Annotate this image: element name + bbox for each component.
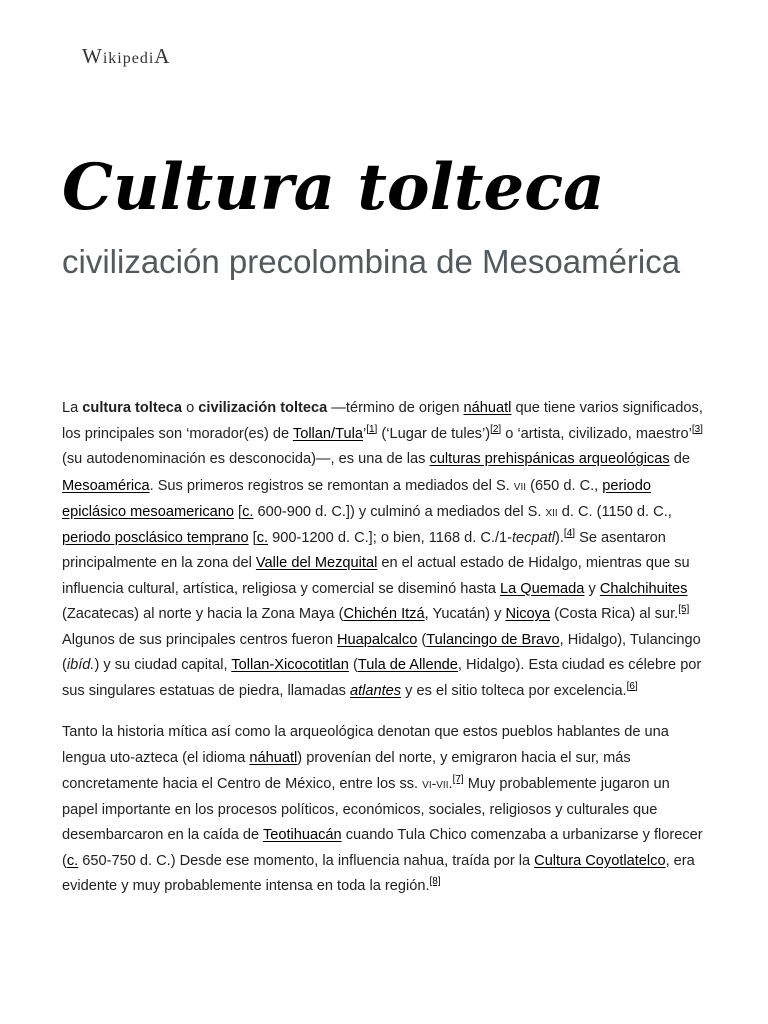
text: Algunos de sus principales centros fueron: [62, 631, 338, 648]
link-tollan-xicocotitlan[interactable]: Tollan-Xicocotitlan: [231, 657, 349, 673]
text: , Hidalgo), Tulancingo (: [62, 631, 701, 673]
page-title: Cultura tolteca: [62, 150, 605, 225]
text: Tanto la historia mítica así como la arqueológica denotan que estos pueblos hablantes de una lengua uto-azteca (el idioma: [62, 724, 669, 766]
link-huapalcalco[interactable]: Huapalcalco: [337, 631, 418, 648]
wikipedia-logo[interactable]: [82, 44, 170, 69]
text: ) provenían del norte, y emigraron hacia el sur, más concretamente hacia el Centro de México, entre los ss.: [62, 749, 631, 792]
link-chichen-itza[interactable]: Chichén Itzá: [343, 606, 425, 622]
reference-5[interactable]: [5]: [678, 604, 690, 616]
text: ).: [555, 529, 564, 546]
reference-1[interactable]: [1]: [366, 423, 378, 435]
reference-2[interactable]: [2]: [490, 423, 502, 435]
page-subtitle: civilización precolombina de Mesoamérica: [62, 243, 681, 280]
logo-letter: W: [82, 44, 103, 68]
text: Muy probablemente jugaron un papel importante en los procesos políticos, económicos, sociales, religiosos y culturales que desembarcaron en la caída de: [62, 776, 670, 843]
reference-7[interactable]: [7]: [452, 774, 464, 786]
reference-3[interactable]: [3]: [691, 423, 703, 435]
reference-4[interactable]: [4]: [563, 527, 576, 539]
link-nicoya[interactable]: Nicoya: [505, 606, 551, 622]
bold-term: civilización tolteca: [198, 400, 328, 416]
text: (Zacatecas) al norte y hacia la Zona Maya (: [62, 606, 344, 622]
century-numeral: vi-vii: [422, 775, 449, 791]
text: —término de origen: [327, 400, 464, 416]
logo-letter: A: [154, 44, 171, 68]
reference-8[interactable]: [8]: [429, 876, 441, 888]
century-numeral: xii: [545, 503, 558, 519]
link-periodo-posclasico[interactable]: periodo posclásico temprano: [62, 529, 249, 546]
text: 900-1200 d. C.]; o bien, 1168 d. C./1-: [268, 529, 512, 546]
text: .: [448, 776, 453, 792]
text: cuando Tula Chico comenzaba a urbanizarse y florecer (: [62, 827, 703, 869]
text: (: [417, 631, 427, 648]
italic-term: tecpatl: [512, 529, 555, 546]
text: Se asentaron principalmente en la zona del: [62, 529, 666, 571]
text: y es el sitio tolteca por excelencia.: [401, 682, 627, 699]
paragraph-intro: [62, 396, 708, 704]
text: en el actual estado de Hidalgo, mientras que su influencia cultural, artística, religiosa y comercial se diseminó hasta: [62, 555, 690, 597]
text: que tiene varios significados, los principales son ‘morador(es) de: [62, 400, 703, 442]
article-body: [62, 396, 708, 916]
link-culturas-prehispanicas[interactable]: culturas prehispánicas arqueológicas: [429, 451, 670, 467]
text: [: [233, 504, 243, 520]
reference-6[interactable]: [6]: [626, 680, 638, 692]
text: La: [62, 400, 83, 416]
link-valle-del-mezquital[interactable]: Valle del Mezquital: [255, 555, 378, 571]
link-nahuatl[interactable]: náhuatl: [463, 400, 512, 416]
text: [: [248, 529, 257, 546]
link-tula-de-allende[interactable]: Tula de Allende: [357, 657, 458, 673]
bold-term: cultura tolteca: [82, 400, 183, 416]
link-circa[interactable]: c.: [242, 504, 254, 520]
link-tollan-tula[interactable]: Tollan/Tula: [292, 425, 363, 442]
text: ) y su ciudad capital,: [94, 657, 232, 673]
text: , Yucatán) y: [424, 606, 506, 622]
text: (650 d. C.,: [526, 477, 603, 494]
text: 650-750 d. C.) Desde ese momento, la influencia nahua, traída por la: [78, 852, 535, 869]
link-chalchihuites[interactable]: Chalchihuites: [599, 580, 688, 597]
text: o: [182, 400, 199, 416]
link-la-quemada[interactable]: La Quemada: [500, 580, 585, 597]
link-tulancingo-de-bravo[interactable]: Tulancingo de Bravo: [426, 631, 560, 648]
text: , Hidalgo). Esta ciudad es célebre por sus singulares estatuas de piedra, llamadas: [62, 657, 702, 699]
italic-term: ibíd.: [66, 657, 95, 673]
text: de: [669, 451, 690, 467]
link-circa[interactable]: c.: [66, 852, 79, 869]
text: d. C. (1150 d. C.,: [557, 504, 672, 520]
link-circa[interactable]: c.: [256, 529, 269, 546]
text: (: [348, 657, 358, 673]
text: , era evidente y muy probablemente intensa en toda la región.: [62, 852, 695, 894]
link-mesoamerica[interactable]: Mesoamérica: [62, 477, 150, 494]
text: o ‘artista, civilizado, maestro’: [501, 425, 692, 442]
paragraph-history: [62, 720, 708, 900]
link-atlantes[interactable]: atlantes: [349, 682, 402, 699]
text: 600-900 d. C.]) y culminó a mediados del S.: [253, 504, 546, 520]
link-periodo-epiclasico[interactable]: periodo epiclásico mesoamericano: [62, 477, 651, 520]
text: (Costa Rica) al sur.: [550, 606, 679, 622]
link-nahuatl[interactable]: náhuatl: [249, 749, 298, 766]
text: ’: [362, 425, 367, 442]
text: (su autodenominación es desconocida)—, es una de las: [62, 451, 430, 467]
text: . Sus primeros registros se remontan a mediados del S.: [149, 477, 514, 494]
link-teotihuacan[interactable]: Teotihuacán: [262, 827, 342, 843]
century-numeral: vii: [513, 476, 527, 493]
link-cultura-coyotlatelco[interactable]: Cultura Coyotlatelco: [534, 852, 666, 869]
logo-smallcaps: ikipedi: [102, 50, 155, 67]
text: (‘Lugar de tules’): [377, 425, 491, 442]
text: y: [584, 580, 600, 597]
